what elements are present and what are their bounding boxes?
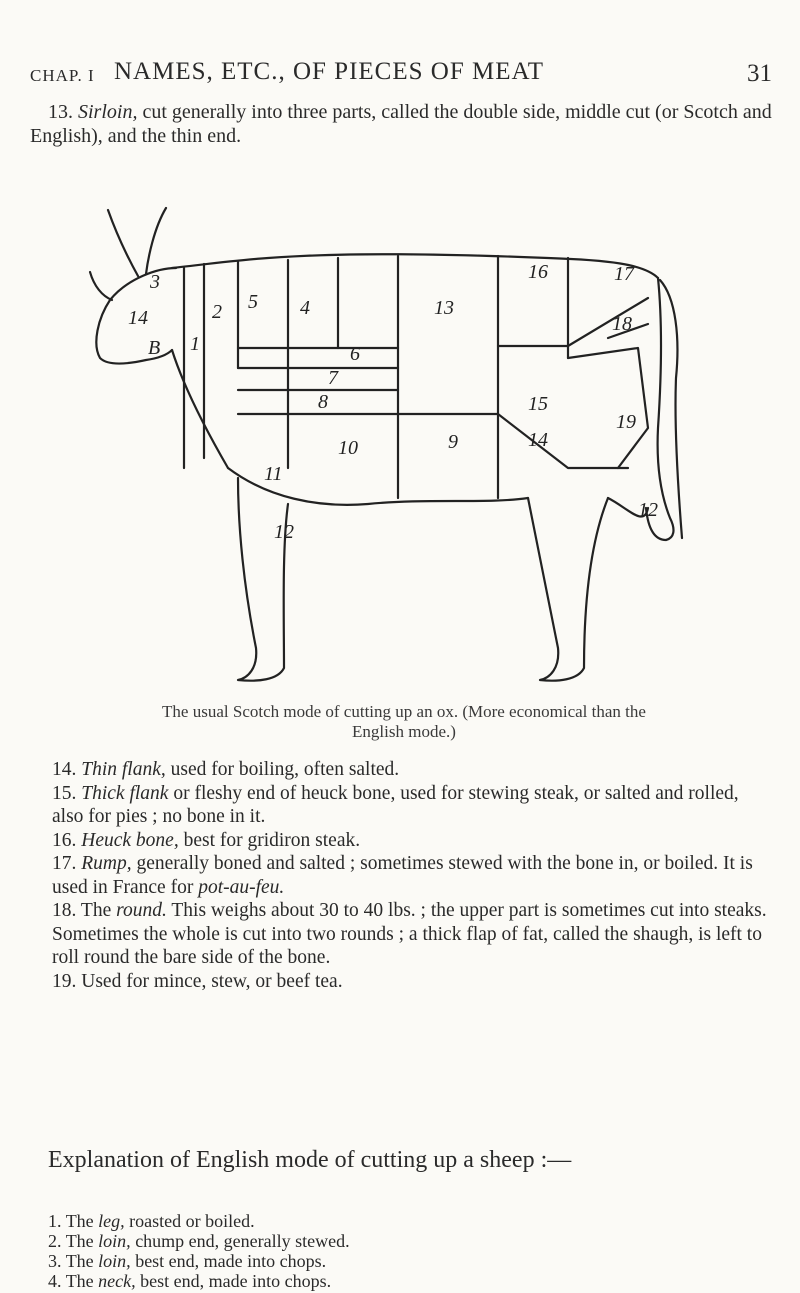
ox-back-outline xyxy=(172,254,658,278)
running-title: NAMES, ETC., OF PIECES OF MEAT xyxy=(114,58,545,85)
ox-diagram-svg xyxy=(88,168,688,696)
item-term: Thick flank xyxy=(81,782,169,804)
chapter-label: CHAP. I xyxy=(30,66,95,85)
item-number: 13. xyxy=(48,101,73,123)
cut-label: 12 xyxy=(638,499,658,521)
item-term: pot-au-feu. xyxy=(198,876,285,898)
item-text: The xyxy=(65,1231,99,1251)
list-item xyxy=(30,829,772,853)
item-text: best end, made into chops. xyxy=(130,1251,327,1271)
sheep-cuts-list xyxy=(30,1211,772,1291)
item-number: 1. xyxy=(48,1211,62,1231)
caption-line: English mode.) xyxy=(352,722,456,741)
cut-label: 1 xyxy=(190,333,200,355)
page-header xyxy=(30,58,772,98)
cut-label: 17 xyxy=(614,263,634,285)
item-text: The xyxy=(80,900,117,921)
cut-label: 8 xyxy=(318,391,328,413)
cut-line xyxy=(498,414,628,468)
cut-label: 12 xyxy=(274,521,294,543)
ox-neck-outline xyxy=(172,350,228,468)
list-item xyxy=(30,1251,772,1271)
cut-label: 6 xyxy=(350,343,360,365)
item-text: or fleshy end of heuck bone, used for stewing steak, or salted and rolled, also for pies ; no bone in it. xyxy=(52,782,739,827)
item-text: Used for mince, stew, or beef tea. xyxy=(81,970,343,992)
ox-foreleg xyxy=(238,478,288,681)
item-term: leg, xyxy=(98,1211,125,1231)
item-text: best for gridiron steak. xyxy=(178,829,361,851)
item-text: generally boned and salted ; sometimes stewed with the bone in, or boiled. It is used in France for xyxy=(52,853,753,898)
ox-ear xyxy=(90,272,112,300)
list-item xyxy=(30,852,772,899)
item-text: best end, made into chops. xyxy=(135,1271,332,1291)
item-number: 3. xyxy=(48,1251,62,1271)
item-text: The xyxy=(65,1211,99,1231)
list-item xyxy=(30,758,772,782)
item-number: 17. xyxy=(52,853,77,874)
caption-line: The usual Scotch mode of cutting up an ox. (More economical than the xyxy=(162,702,646,721)
cut-label: 4 xyxy=(300,297,310,319)
item-term: Rump, xyxy=(81,853,132,874)
item-number: 18. xyxy=(52,900,77,921)
item-term: neck, xyxy=(98,1271,136,1291)
item-number: 4. xyxy=(48,1271,62,1291)
cut-label: 10 xyxy=(338,437,358,459)
item-number: 19. xyxy=(52,970,77,992)
item-number: 16. xyxy=(52,829,77,851)
page-number: 31 xyxy=(747,60,772,87)
list-item xyxy=(30,782,772,829)
ox-cuts-list xyxy=(30,758,772,993)
cut-label: 14 xyxy=(528,429,548,451)
explanation-text: Explanation of English mode of cutting up a sheep :— xyxy=(48,1147,572,1173)
item-number: 2. xyxy=(48,1231,62,1251)
cut-label: 2 xyxy=(212,301,222,323)
figure-caption xyxy=(48,702,760,742)
cut-label: 5 xyxy=(248,291,258,313)
item-term: loin, xyxy=(98,1231,131,1251)
list-item xyxy=(30,1231,772,1251)
cut-label: 16 xyxy=(528,261,548,283)
list-item xyxy=(30,1211,772,1231)
cut-label: 3 xyxy=(150,271,160,293)
cut-label: 13 xyxy=(434,297,454,319)
ox-horn xyxy=(108,208,166,276)
item-text: chump end, generally stewed. xyxy=(130,1231,350,1251)
list-item xyxy=(30,899,772,970)
cut-label: 11 xyxy=(264,463,283,485)
cut-line xyxy=(568,348,648,468)
item-text: cut generally into three parts, called the double side, middle cut (or Scotch and English), and the thin end. xyxy=(30,101,772,147)
item-text: roasted or boiled. xyxy=(124,1211,255,1231)
ox-hindleg xyxy=(528,498,608,681)
item-term: round. xyxy=(116,900,167,921)
item-term: Sirloin, xyxy=(78,101,138,123)
item-text: The xyxy=(65,1251,99,1271)
item-term: Heuck bone, xyxy=(81,829,179,851)
cut-label: 14 xyxy=(128,307,148,329)
item-term: loin, xyxy=(98,1251,131,1271)
cut-label: 18 xyxy=(612,313,632,335)
item-number: 14. xyxy=(52,759,77,780)
item-text: The xyxy=(65,1271,99,1291)
ox-cuts-diagram xyxy=(88,168,688,696)
item-number: 15. xyxy=(52,782,77,804)
explanation-heading xyxy=(30,1146,770,1174)
item-text: used for boiling, often salted. xyxy=(165,759,400,780)
cut-label: 7 xyxy=(328,367,338,389)
cut-label: 15 xyxy=(528,393,548,415)
item-term: Thin flank, xyxy=(81,759,166,780)
item-text: This weighs about 30 to 40 lbs. ; the upper part is sometimes cut into steaks. Sometimes the whole is cut into two rounds ; a thick flap of fat, called the shaugh, is left to roll round the bare side of the bone. xyxy=(52,900,767,968)
list-item xyxy=(30,1271,772,1291)
cut-label: B xyxy=(148,337,161,359)
cut-label: 9 xyxy=(448,431,458,453)
cut-label: 19 xyxy=(616,411,636,433)
list-item xyxy=(30,970,772,994)
sirloin-paragraph xyxy=(30,100,772,148)
